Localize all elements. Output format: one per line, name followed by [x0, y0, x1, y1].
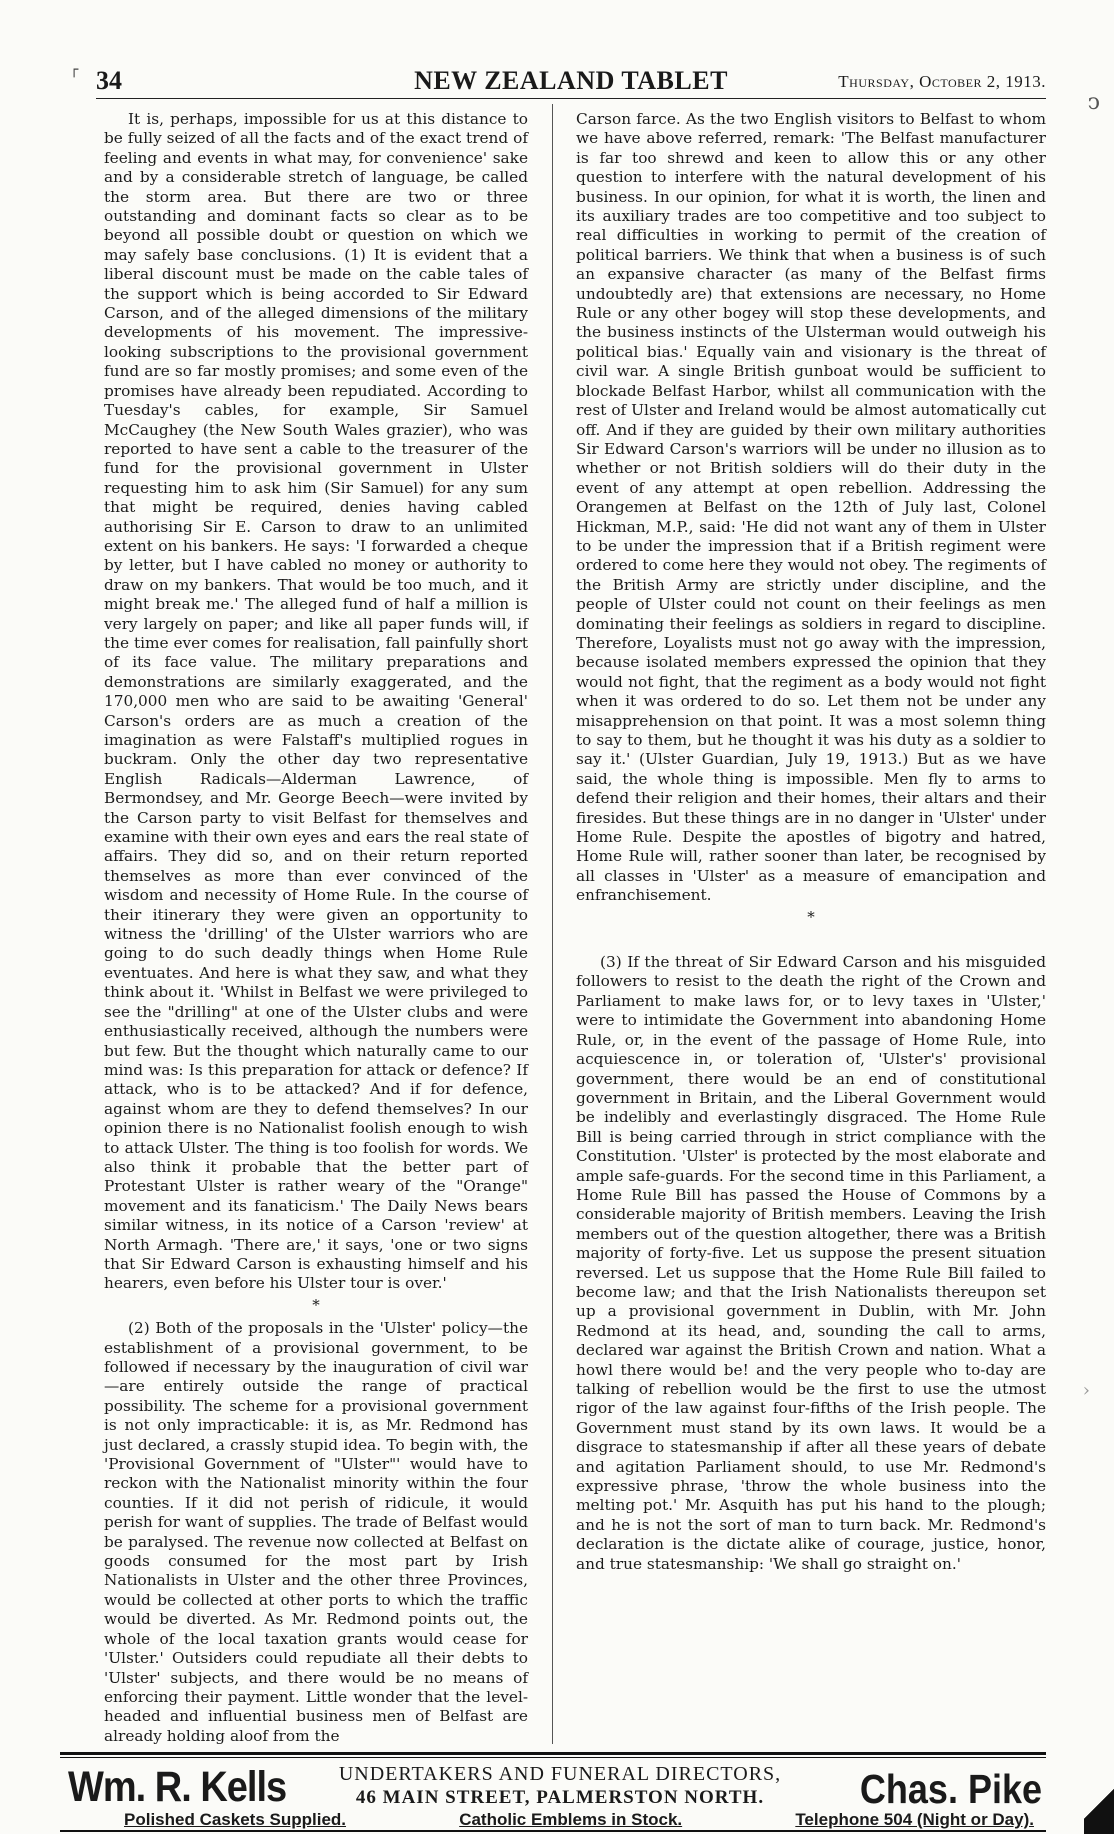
left-column [104, 110, 528, 1746]
section-separator: * [807, 907, 815, 926]
ad-center-text [330, 1762, 790, 1810]
ink-blot [1084, 1774, 1114, 1834]
article-paragraph-3: Carson farce. As the two English visitors to Belfast to whom we have above referred, remark: 'The Belfast manufacturer is far too shrewd and keen to allow this or any other question to interfere with the natural development of his business. In our opinion, for what it is worth, the linen and its auxiliary trades are too competitive and too subject to real difficulties in working to permit of the creation of political barriers. We think that when a business is of such an expansive character (as many of the Belfast firms undoubtedly are) that extensions are necessary, no Home Rule or any other bogey will stop these developments, and the business instincts of the Ulsterman would outweigh his political bias.' Equally vain and visionary is the threat of civil war. A single British gunboat would be sufficient to blockade Belfast Harbor, whilst all communication with the rest of Ulster and Ireland would be almost automatically cut off. And if they are guided by their own military authorities Sir Edward Carson's warriors will be under no illusion as to whether or not British soldiers will do their duty in the event of any attempt at open rebellion. Addressing the Orangemen at Belfast on the 12th of July last, Colonel Hickman, M.P., said: 'He did not want any of them in Ulster to be under the impression that if a British regiment were ordered to come here they would not obey. The regiments of the British Army are strictly under discipline, and the people of Ulster could not count on their feelings as men dominating their feelings as soldiers in regard to discipline. Therefore, Loyalists must not go away with the impression, because isolated members expressed the opinion that they would not fight, that the regiment as a body would not fight when it was ordered to do so. Let them not be under any misapprehension on that point. It was a most solemn thing to say to them, but he thought it was his duty as a soldier to say it.' (Ulster Guardian, July 19, 1913.) But as we have said, the whole thing is impossible. Men fly to arms to defend their religion and their homes, their altars and their firesides. But these things are in no danger in 'Ulster' under Home Rule. Despite the apostles of bigotry and hatred, Home Rule will, rather sooner than later, be recognised by all classes in 'Ulster' as a measure of emancipation and enfranchisement. [576, 110, 1046, 905]
ad-bottom-center: Catholic Emblems in Stock. [459, 1810, 683, 1829]
page-number: 34 [96, 66, 122, 95]
ad-line-1: UNDERTAKERS AND FUNERAL DIRECTORS, [338, 1763, 782, 1785]
right-column [576, 110, 1046, 1574]
ad-top-rule [60, 1752, 1046, 1755]
dateline: Thursday, October 2, 1913. [838, 72, 1046, 91]
ad-bottom-rule [60, 1830, 1046, 1832]
ad-top-rule-thin [60, 1757, 1046, 1758]
section-separator: * [312, 1295, 320, 1314]
crop-mark: ┌ [70, 62, 79, 78]
article-paragraph-1: It is, perhaps, impossible for us at this distance to be fully seized of all the facts and of the exact trend of feeling and events in what may, for convenience' sake and by a considerable stretch of language, be called the storm area. But there are two or three outstanding and dominant facts so clear as to be beyond all possible doubt or question on which we may safely base conclusions. (1) It is evident that a liberal discount must be made on the cable tales of the support which is being accorded to Sir Edward Carson, and of the alleged dimensions of the military developments of his movement. The impressive-looking subscriptions to the provisional government fund are so far mostly promises; and some even of the promises have already been repudiated. According to Tuesday's cables, for example, Sir Samuel McCaughey (the New South Wales grazier), who was reported to have sent a cable to the treasurer of the fund for the provisional government in Ulster requesting him to ask him (Sir Samuel) for any sum that might be required, denies having cabled authorising Sir E. Carson to draw to an unlimited extent on his bankers. He says: 'I forwarded a cheque by letter, but I have cabled no money or authority to draw on my bankers. That would be too much, and it might break me.' The alleged fund of half a million is very largely on paper; and like all paper funds will, if the time ever comes for realisation, fall painfully short of its face value. The military preparations and demonstrations are similarly exaggerated, and the 170,000 men who are said to be awaiting 'General' Carson's orders are as much a creation of the imagination as were Falstaff's multiplied rogues in buckram. Only the other day two representative English Radicals—Alderman Lawrence, of Bermondsey, and Mr. George Beech—were invited by the Carson party to visit Belfast for themselves and examine with their own eyes and ears the real state of affairs. They did so, and on their return reported themselves as more than ever convinced of the wisdom and necessity of Home Rule. In the course of their itinerary they were given an opportunity to witness the 'drilling' of the Ulster warriors who are going to do such deadly things when Home Rule eventuates. And here is what they saw, and what they think about it. 'Whilst in Belfast we were privileged to see the "drilling" at one of the Ulster clubs and were enthusiastically received, although the numbers were but few. But the thought which naturally came to our mind was: Is this preparation for attack or defence? If attack, who is to be attacked? And if for defence, against whom are they to defend themselves? In our opinion there is no Nationalist foolish enough to wish to attack Ulster. The thing is too foolish for words. We also think it probable that the better part of Protestant Ulster is rather weary of the "Orange" movement and its fanaticism.' The Daily News bears similar witness, in its notice of a Carson 'review' at North Armagh. 'There are,' it says, 'one or two signs that Sir Edward Carson is exhausting himself and his hearers, even before his Ulster tour is over.' [104, 110, 528, 1293]
header-rule [96, 98, 1046, 99]
margin-mark: ↄ [1087, 90, 1100, 115]
column-divider [552, 104, 553, 1744]
ad-line-2: 46 MAIN STREET, PALMERSTON NORTH. [355, 1787, 765, 1808]
page-header [96, 66, 1046, 98]
margin-mark: › [1082, 1380, 1090, 1401]
article-paragraph-2: (2) Both of the proposals in the 'Ulster' policy—the establishment of a provisional government, to be followed if necessary by the inauguration of civil war—are entirely outside the range of practical possibility. The scheme for a provisional government is not only impracticable: it is, as Mr. Redmond has just declared, a crassly stupid idea. To begin with, the 'Provisional Government of "Ulster"' would have to reckon with the Nationalist minority within the four counties. If it did not perish of ridicule, it would perish for want of supplies. The trade of Belfast would be paralysed. The revenue now collected at Belfast on goods consumed for the most part by Irish Nationalists in Ulster and the other three Provinces, would be collected at other ports to which the traffic would be diverted. As Mr. Redmond points out, the whole of the local taxation grants would cease for 'Ulster.' Outsiders could repudiate all their debts to 'Ulster' subjects, and there would be no means of enforcing their payment. Little wonder that the level-headed and influential business men of Belfast are already holding aloof from the [104, 1319, 528, 1745]
masthead-title: NEW ZEALAND TABLET [414, 66, 728, 95]
article-paragraph-4: (3) If the threat of Sir Edward Carson and his misguided followers to resist to the death the right of the Crown and Parliament to make laws for, or to levy taxes in 'Ulster,' were to intimidate the Government into abandoning Home Rule, or, in the event of the passage of Home Rule, into acquiescence in, or toleration of, 'Ulster's' provisional government, there would be an end of constitutional government in Britain, and the Liberal Government would be indelibly and everlastingly disgraced. The Home Rule Bill is being carried through in strict compliance with the Constitution. 'Ulster' is protected by the most elaborate and ample safe-guards. For the second time in this Parliament, a Home Rule Bill has passed the House of Commons by a considerable majority of British members. Leaving the Irish members out of the question altogether, there was a British majority of forty-five. Let us suppose the present situation reversed. Let us suppose that the Home Rule Bill failed to become law; and that the Irish Nationalists thereupon set up a provisional government in Dublin, with Mr. John Redmond at its head, and, sounding the call to arms, declared war against the British Crown and nation. What a howl there would be! and the very people who to-day are talking of rebellion would be the first to use the utmost rigor of the law against four-fifths of the Irish people. The Government must stand by its own laws. It would be a disgrace to statesmanship if after all these years of debate and agitation Parliament should, to use Mr. Redmond's expressive phrase, 'throw the whole business into the melting pot.' Mr. Asquith has put his hand to the plough; and he is not the sort of man to turn back. Mr. Redmond's declaration is the dictate alike of courage, justice, honor, and true statesmanship: 'We shall go straight on.' [576, 953, 1046, 1573]
ad-bottom-line [124, 1810, 1034, 1830]
ad-bottom-left: Polished Caskets Supplied. [124, 1810, 347, 1829]
ad-bottom-right: Telephone 504 (Night or Day). [795, 1810, 1034, 1829]
ad-name-right: Chas. Pike [859, 1766, 1042, 1812]
ad-name-left: Wm. R. Kells [68, 1764, 287, 1812]
